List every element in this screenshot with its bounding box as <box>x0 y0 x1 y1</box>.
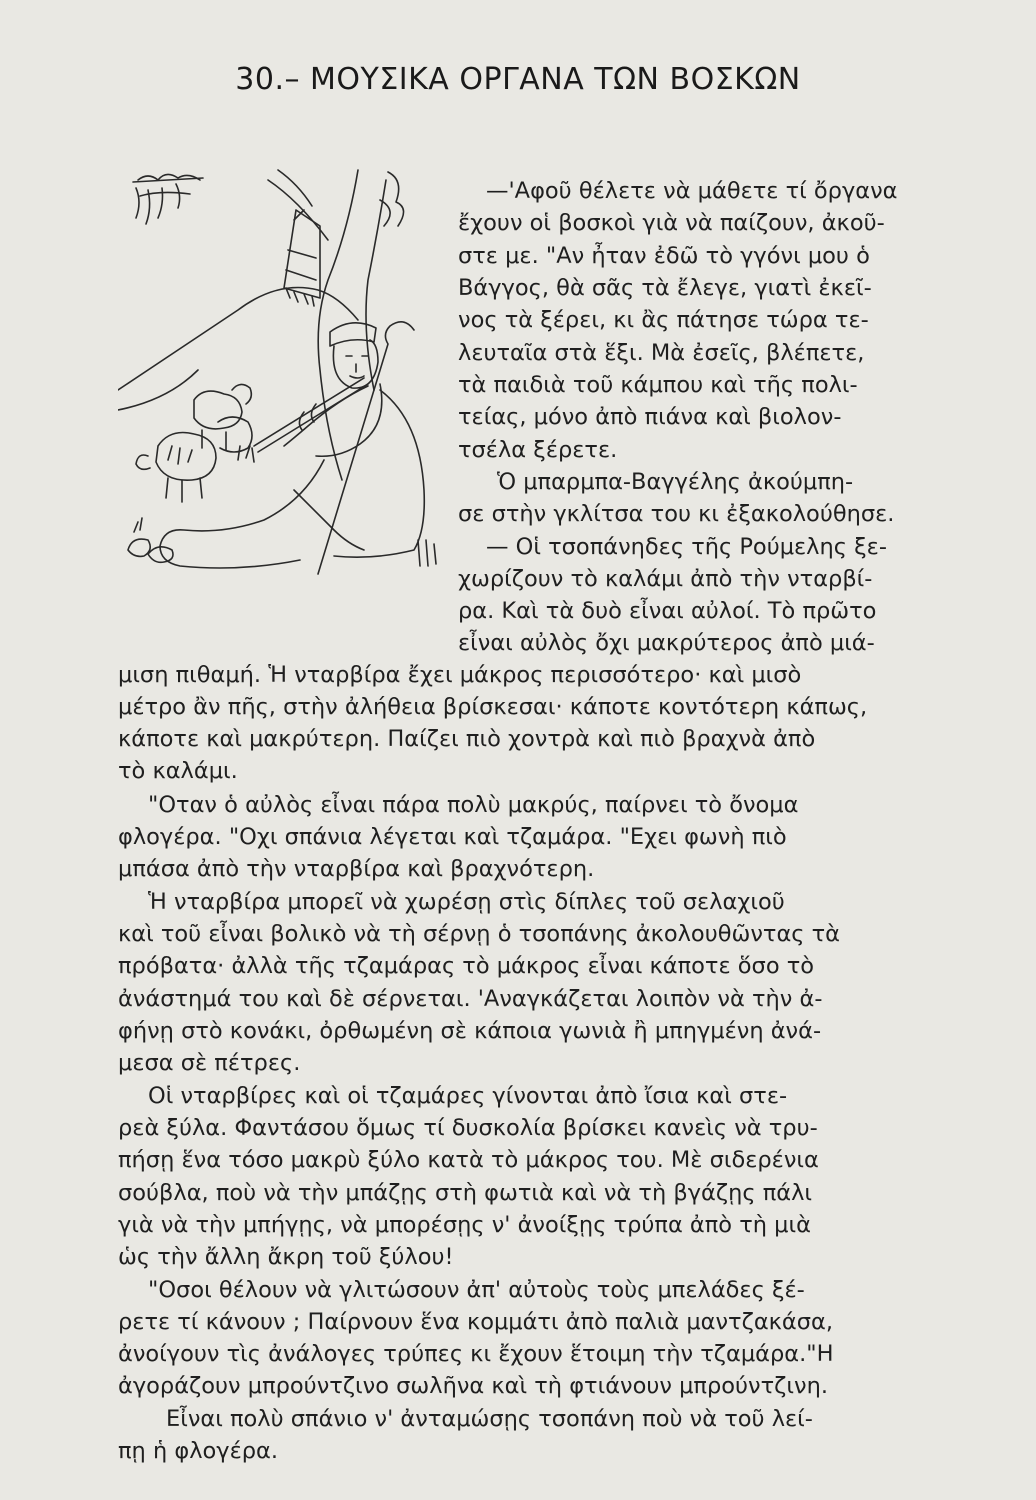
text-line: χωρίζουν τὸ καλάμι ἀπὸ τὴν νταρβί- <box>458 566 873 592</box>
text-line: μιση πιθαμή. Ἡ νταρβίρα ἔχει μάκρος περισσότερο· καὶ μισὸ <box>118 662 802 688</box>
text-line: "Οσοι θέλουν νὰ γλιτώσουν ἀπ' αὐτοὺς τοὺς μπελάδες ξέ- <box>148 1277 805 1303</box>
text-line: κάποτε καὶ μακρύτερη. Παίζει πιὸ χοντρὰ καὶ πιὸ βραχνὰ ἀπὸ <box>118 726 816 752</box>
text-line: πῃ ἡ φλογέρα. <box>118 1438 279 1464</box>
text-line: πρόβατα· ἀλλὰ τῆς τζαμάρας τὸ μάκρος εἶναι κάποτε ὅσο τὸ <box>118 953 815 979</box>
text-line: ἔχουν οἱ βοσκοὶ γιὰ νὰ παίζουν, ἀκοῦ- <box>458 210 885 236</box>
text-line: νος τὰ ξέρει, κι ἂς πάτησε τώρα τε- <box>458 307 869 333</box>
text-line: τσέλα ξέρετε. <box>458 437 618 463</box>
text-line: Ὁ μπαρμπα-Βαγγέλης ἀκούμπη- <box>497 469 854 495</box>
text-line: πήσῃ ἕνα τόσο μακρὺ ξύλο κατὰ τὸ μάκρος του. Μὲ σιδερένια <box>118 1147 819 1173</box>
text-line: μπάσα ἀπὸ τὴν νταρβίρα καὶ βραχνότερη. <box>118 856 595 882</box>
text-line: τὸ καλάμι. <box>118 758 238 784</box>
text-line: Οἱ νταρβίρες καὶ οἱ τζαμάρες γίνονται ἀπὸ ἴσια καὶ στε- <box>148 1083 788 1109</box>
text-line: Βάγγος, θὰ σᾶς τὰ ἔλεγε, γιατὶ ἐκεῖ- <box>458 275 872 301</box>
text-line: καὶ τοῦ εἶναι βολικὸ νὰ τὴ σέρνῃ ὁ τσοπάνης ἀκολουθῶντας τὰ <box>118 921 841 947</box>
text-line: ρεὰ ξύλα. Φαντάσου ὅμως τί δυσκολία βρίσκει κανεὶς νὰ τρυ- <box>118 1115 818 1141</box>
text-line: λευταῖα στὰ ἕξι. Μὰ ἐσεῖς, βλέπετε, <box>458 340 865 366</box>
text-line: —'Αφοῦ θέλετε νὰ μάθετε τί ὄργανα <box>486 178 898 204</box>
text-line: τείας, μόνο ἀπὸ πιάνα καὶ βιολον- <box>458 404 842 430</box>
text-line: "Οταν ὁ αὐλὸς εἶναι πάρα πολὺ μακρύς, παίρνει τὸ ὄνομα <box>148 792 799 818</box>
text-line: φλογέρα. "Οχι σπάνια λέγεται καὶ τζαμάρα. "Εχει φωνὴ πιὸ <box>118 824 787 850</box>
text-line: Εἶναι πολὺ σπάνιο ν' ἀνταμώσῃς τσοπάνη ποὺ νὰ τοῦ λεί- <box>166 1406 813 1432</box>
text-line: στε με. "Αν ἦταν ἐδῶ τὸ γγόνι μου ὁ <box>458 243 870 269</box>
text-line: μεσα σὲ πέτρες. <box>118 1050 301 1076</box>
text-line: ρα. Καὶ τὰ δυὸ εἶναι αὐλοί. Τὸ πρῶτο <box>458 598 877 624</box>
text-line: σε στὴν γκλίτσα του κι ἐξακολούθησε. <box>458 501 895 527</box>
text-line: — Οἱ τσοπάνηδες τῆς Ρούμελης ξε- <box>486 534 887 560</box>
text-line: φήνῃ στὸ κονάκι, ὀρθωμένη σὲ κάποια γωνιὰ ἢ μπηγμένη ἀνά- <box>118 1018 822 1044</box>
text-line: γιὰ νὰ τὴν μπήγῃς, νὰ μπορέσῃς ν' ἀνοίξῃς τρύπα ἀπὸ τὴ μιὰ <box>118 1212 811 1238</box>
text-line: σούβλα, ποὺ νὰ τὴν μπάζῃς στὴ φωτιὰ καὶ νὰ τὴ βγάζῃς πάλι <box>118 1180 813 1206</box>
text-line: ἀνοίγουν τὶς ἀνάλογες τρύπες κι ἔχουν ἕτοιμη τὴν τζαμάρα."Η <box>118 1341 834 1367</box>
text-line: μέτρο ἂν πῆς, στὴν ἀλήθεια βρίσκεσαι· κάποτε κοντότερη κάπως, <box>118 694 868 720</box>
text-line: Ἡ νταρβίρα μπορεῖ νὰ χωρέσῃ στὶς δίπλες τοῦ σελαχιοῦ <box>148 889 785 915</box>
text-line: ὡς τὴν ἄλλη ἄκρη τοῦ ξύλου! <box>118 1244 454 1270</box>
text-line: ἀνάστημά του καὶ δὲ σέρνεται. 'Αναγκάζεται λοιπὸν νὰ τὴν ἀ- <box>118 986 823 1012</box>
text-line: εἶναι αὐλὸς ὄχι μακρύτερος ἀπὸ μιά- <box>458 630 875 656</box>
text-line: ρετε τί κάνουν ; Παίρνουν ἕνα κομμάτι ἀπὸ παλιὰ μαντζακάσα, <box>118 1309 834 1335</box>
page-title: 30.– ΜΟΥΣΙΚΑ ΟΡΓΑΝΑ ΤΩΝ ΒΟΣΚΩΝ <box>235 62 801 97</box>
text-line: τὰ παιδιὰ τοῦ κάμπου καὶ τῆς πολι- <box>458 372 858 398</box>
shepherd-illustration <box>118 160 458 580</box>
text-line: ἀγοράζουν μπρούντζινο σωλῆνα καὶ τὴ φτιάνουν μπρούντζινη. <box>118 1373 828 1399</box>
